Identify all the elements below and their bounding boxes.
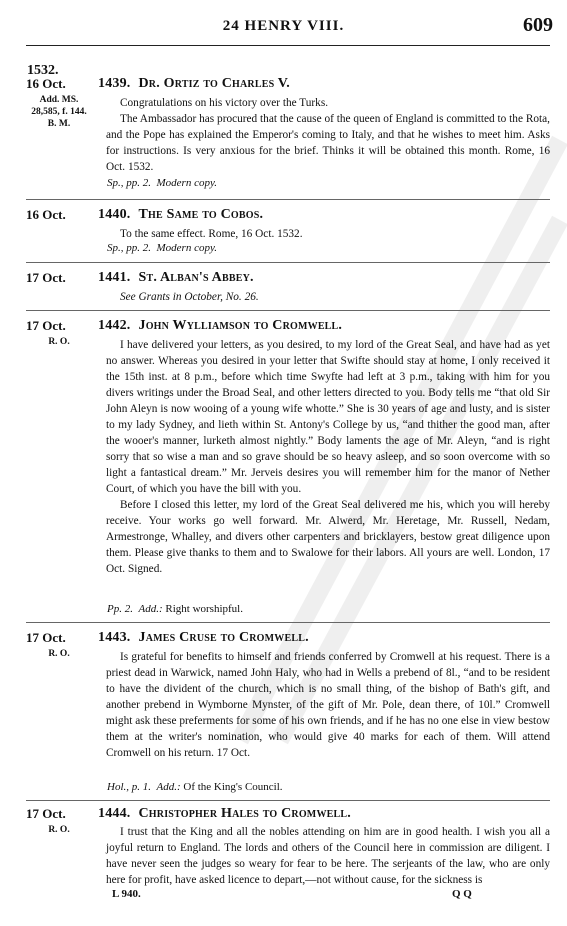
- entry-heading-1443: [98, 630, 309, 646]
- entry-divider: [26, 622, 550, 623]
- entry-divider: [26, 800, 550, 801]
- entry-divider: [26, 310, 550, 311]
- entry-heading-1439: [98, 76, 290, 92]
- page-count: Sp., pp. 2.: [107, 242, 151, 254]
- entry-title: The Same to Cobos.: [138, 207, 264, 222]
- entry-body-1439: [106, 95, 550, 175]
- entry-number: 1442.: [98, 318, 131, 333]
- page-number: 609: [523, 14, 553, 36]
- source-line: R. O.: [48, 825, 70, 835]
- entry-date: 17 Oct.: [26, 270, 66, 285]
- source-line: Add. MS.: [39, 95, 79, 105]
- entry-title: James Cruse to Cromwell.: [138, 630, 309, 645]
- entry-divider: [26, 262, 550, 263]
- entry-margin-1442: [26, 318, 96, 348]
- entry-divider: [26, 199, 550, 200]
- paragraph: Is grateful for benefits to himself and friends conferred by Cromwell at his request. There is a priest dead in Warwick, named John Haly, who had in Wells a prebend of 8l., “and to be resident to have the divident of the church, which is no small thing, of the bishop of Bath's gift, and another prebend in Wymborne Mynster, of the gift of Mr. Pole, dean there, of 10l.” Cromwell might ask these preferments for some of his own friends, and if he has no one else in view bestow them at the writer's nomination, who would give 40 marks for each of them. Will attend Cromwell on his return. 17 Oct.: [106, 651, 550, 759]
- entry-title: Dr. Ortiz to Charles V.: [138, 76, 290, 91]
- source-line: R. O.: [48, 649, 70, 659]
- entry-body-1441: [106, 289, 550, 305]
- address-text: Of the King's Council.: [183, 781, 283, 793]
- entry-title: Christopher Hales to Cromwell.: [138, 806, 351, 821]
- entry-number: 1441.: [98, 270, 131, 285]
- paragraph: Congratulations on his victory over the Turks.: [120, 97, 329, 109]
- paragraph: I have delivered your letters, as you desired, to my lord of the Great Seal, and have had as yet no answer. Whereas you desired in your letter that Swifte should stay at home, I only received it the 15th inst. at 8 p.m., before which time Swyfte had left at 3 p.m., taking with him for you divers writings under the Broad Seal, and other letters directed to you. Body tells me “that old Sir John Aleyn is now wooing of a young wife whotte.” She is 30 years of age and lusty, and is sister to my lady Sydney, and lieth within St. Antony's College by us, “and thither the good man, after the wooer's manner, lurketh almost nightly.” Body laments the age of Mr. Aleyn, “and is right sorry that so wise a man and so grave should be so heavy asleep, and so soon overcome with so light a fantastical dream.” Mr. Jerveis desires you will remember him for the manor of Nether Court, of which you have the bill with you.: [106, 339, 550, 495]
- entry-margin-1443: [26, 630, 96, 660]
- paragraph: I trust that the King and all the nobles attending on him are in good health. I wish you all a joyful return to England. The lords and others of the Council here in commission are diligent. I have never seen the judges so weary for fear to be here. The serjeants of the law, who are only here for profit, have asked licence to depart,—not without cause, for the sickness is: [106, 826, 550, 886]
- entry-number: 1444.: [98, 806, 131, 821]
- entry-body-1443: [106, 649, 550, 761]
- entry-title: St. Alban's Abbey.: [138, 270, 254, 285]
- entry-margin-1441: [26, 270, 96, 286]
- entry-margin-1439: [26, 76, 96, 130]
- footer-signature-right: Q Q: [452, 888, 472, 900]
- entry-heading-1444: [98, 806, 351, 822]
- entry-heading-1442: [98, 318, 342, 334]
- entry-date: 16 Oct.: [26, 207, 66, 222]
- entry-margin-1444: [26, 806, 96, 836]
- running-head: 24 HENRY VIII.: [222, 18, 345, 34]
- entry-margin-1440: [26, 207, 96, 223]
- paragraph: Before I closed this letter, my lord of the Great Seal delivered me his, which you will hereby receive. Your works go well forward. Mr. Alwerd, Mr. Heretage, Mr. Russell, Nedam, Armestronge, Whalley, and divers other carpenters and bricklayers, bestow great diligence upon them. Please give thanks to them and to Swalowe for their labors. All yours are well. London, 17 Oct. Signed.: [106, 499, 550, 575]
- copy-note: Modern copy.: [156, 242, 217, 254]
- address-label: Add.:: [138, 603, 163, 615]
- entry-meta-1442: [107, 603, 243, 615]
- address-label: Add.:: [156, 781, 181, 793]
- entry-body-1440: [106, 226, 550, 242]
- entry-body-1444: [106, 824, 550, 888]
- footer-signature-left: L 940.: [112, 888, 141, 900]
- entry-heading-1440: [98, 207, 263, 223]
- address-text: Right worshipful.: [165, 603, 243, 615]
- entry-date: 16 Oct.: [26, 76, 66, 91]
- entry-meta-1439: [107, 177, 217, 189]
- entry-date: 17 Oct.: [26, 318, 66, 333]
- header-rule: [26, 45, 550, 46]
- page-count: Pp. 2.: [107, 603, 133, 615]
- page-count: Hol., p. 1.: [107, 781, 151, 793]
- source-line: B. M.: [47, 119, 71, 129]
- entry-number: 1440.: [98, 207, 131, 222]
- entry-meta-1443: [107, 781, 283, 793]
- paragraph: To the same effect. Rome, 16 Oct. 1532.: [120, 228, 303, 240]
- entry-meta-1440: [107, 242, 217, 254]
- entry-date: 17 Oct.: [26, 630, 66, 645]
- page-count: Sp., pp. 2.: [107, 177, 151, 189]
- entry-title: John Wylliamson to Cromwell.: [138, 318, 343, 333]
- source-line: R. O.: [48, 337, 70, 347]
- copy-note: Modern copy.: [156, 177, 217, 189]
- source-line: 28,585, f. 144.: [31, 107, 87, 117]
- entry-date: 17 Oct.: [26, 806, 66, 821]
- entry-number: 1439.: [98, 76, 131, 91]
- entry-number: 1443.: [98, 630, 131, 645]
- year-marker: 1532.: [27, 63, 59, 78]
- paragraph: The Ambassador has procured that the cause of the queen of England is committed to the Rota, and the Pope has explained the Emperor's coming to Italy, and that he wishes to meet him. Asks for instructions. Is very anxious for the brief. Thinks it will be obtained this month. Rome, 16 Oct. 1532.: [106, 113, 550, 173]
- entry-heading-1441: [98, 270, 254, 286]
- cross-reference: See Grants in October, No. 26.: [120, 291, 259, 303]
- entry-body-1442: [106, 337, 550, 577]
